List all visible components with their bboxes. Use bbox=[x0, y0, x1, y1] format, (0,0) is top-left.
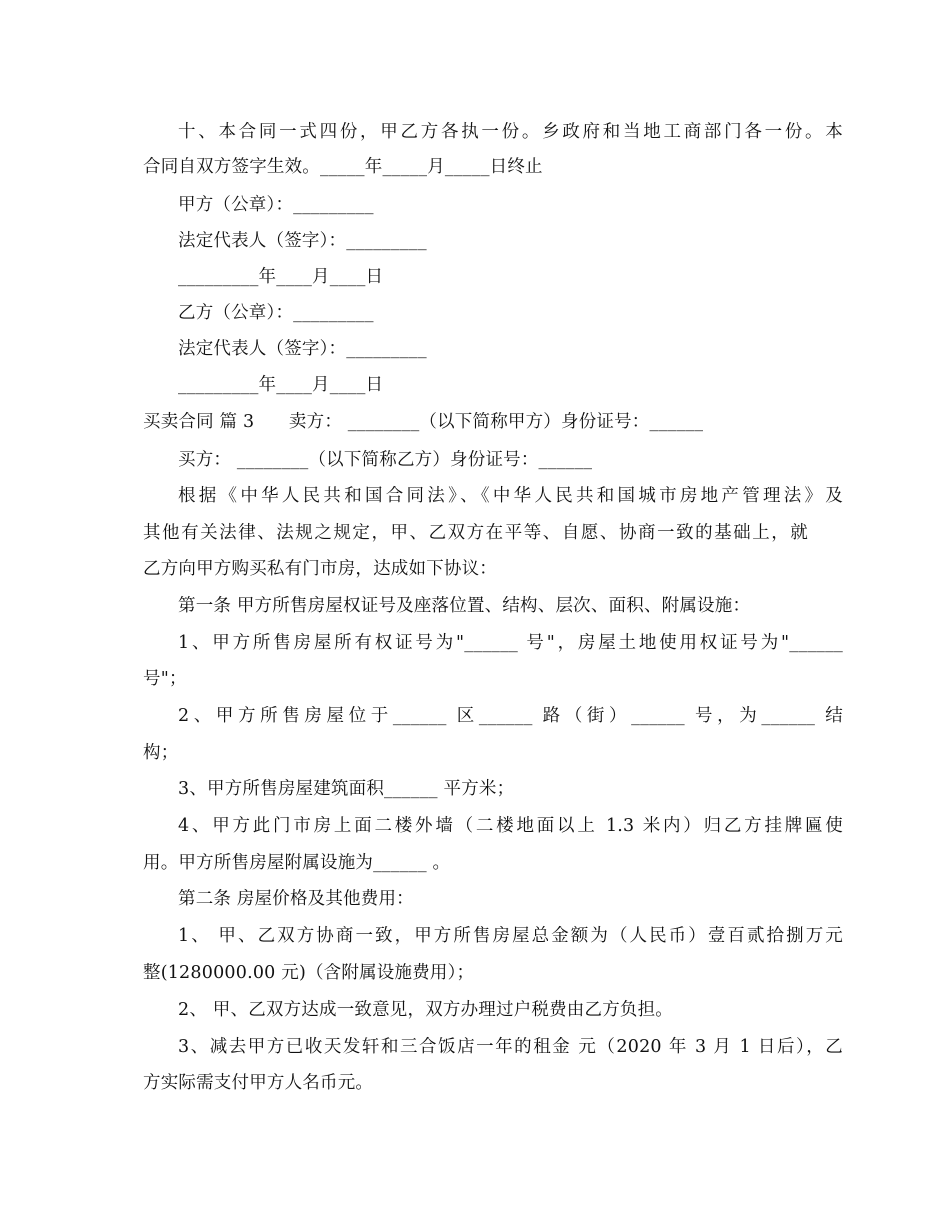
article-one-item-2-line-1: 2、甲方所售房屋位于______ 区______ 路（街）______ 号，为______ 结 bbox=[178, 706, 843, 726]
article-one-item-4-line-1: 4、甲方此门市房上面二楼外墙（二楼地面以上 1.3 米内）归乙方挂牌匾使 bbox=[178, 816, 843, 836]
article-two-item-3-line-1: 3、减去甲方已收天发轩和三合饭店一年的租金 元（2020 年 3 月 1 日后），乙 bbox=[178, 1037, 843, 1057]
preamble-line-2: 其他有关法律、法规之规定，甲、乙双方在平等、自愿、协商一致的基础上，就 bbox=[143, 523, 808, 543]
article-two-item-3-line-2: 方实际需支付甲方人名币元。 bbox=[143, 1073, 374, 1093]
article-two-item-2: 2、 甲、乙双方达成一致意见，双方办理过户税费由乙方负担。 bbox=[178, 1000, 673, 1020]
article-one-item-3: 3、甲方所售房屋建筑面积______ 平方米； bbox=[178, 779, 515, 799]
party-a-date-line: _________年____月____日 bbox=[178, 267, 384, 287]
article-two-heading: 第二条 房屋价格及其他费用： bbox=[178, 889, 414, 909]
party-b-date-line: _________年____月____日 bbox=[178, 375, 384, 395]
clause-ten-line-2: 合同自双方签字生效。_____年_____月_____日终止 bbox=[143, 157, 543, 177]
article-one-heading: 第一条 甲方所售房屋权证号及座落位置、结构、层次、面积、附属设施： bbox=[178, 596, 751, 616]
article-two-item-1-line-1: 1、 甲、乙双方协商一致，甲方所售房屋总金额为（人民币）壹百贰拾捌万元 bbox=[178, 926, 843, 946]
article-one-item-1-line-2: 号"； bbox=[143, 669, 187, 689]
party-b-seal-line: 乙方（公章）：_________ bbox=[178, 303, 374, 323]
preamble-line-1: 根据《中华人民共和国合同法》、《中华人民共和国城市房地产管理法》及 bbox=[178, 486, 843, 506]
party-b-representative-line: 法定代表人（签字）：_________ bbox=[178, 339, 427, 359]
article-one-item-4-line-2: 用。甲方所售房屋附属设施为______ 。 bbox=[143, 853, 451, 873]
article-one-item-2-line-2: 构； bbox=[143, 743, 179, 763]
contract-three-heading-line: 买卖合同 篇 3 卖方： ________（以下简称甲方）身份证号：______ bbox=[143, 412, 704, 432]
article-one-item-1-line-1: 1、甲方所售房屋所有权证号为"______ 号"，房屋土地使用权证号为"______ bbox=[178, 633, 843, 653]
preamble-line-3: 乙方向甲方购买私有门市房，达成如下协议： bbox=[143, 559, 497, 579]
party-a-representative-line: 法定代表人（签字）：_________ bbox=[178, 231, 427, 251]
article-two-item-1-line-2: 整(1280000.00 元)（含附属设施费用）； bbox=[143, 963, 475, 983]
party-a-seal-line: 甲方（公章）：_________ bbox=[178, 195, 374, 215]
clause-ten-line-1: 十、本合同一式四份，甲乙方各执一份。乡政府和当地工商部门各一份。本 bbox=[178, 122, 843, 142]
buyer-line: 买方： ________（以下简称乙方）身份证号：______ bbox=[178, 450, 593, 470]
